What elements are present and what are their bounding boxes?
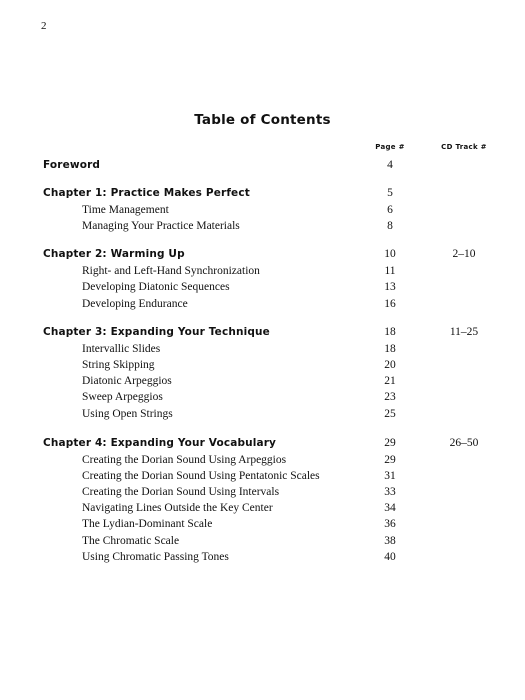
entry-label: The Chromatic Scale	[82, 535, 180, 547]
entry-page: 33	[384, 486, 396, 498]
toc-entry-chapter-1	[0, 187, 525, 205]
entry-label: Intervallic Slides	[82, 343, 161, 355]
entry-label: Chapter 3: Expanding Your Technique	[43, 326, 270, 338]
entry-track: 26–50	[449, 437, 479, 449]
entry-page: 40	[384, 551, 396, 563]
toc-entry-chapter-3	[0, 326, 525, 344]
entry-label: Creating the Dorian Sound Using Arpeggios	[82, 454, 287, 466]
toc-entry-section	[0, 408, 525, 426]
entry-page: 10	[384, 248, 396, 260]
entry-label: Diatonic Arpeggios	[82, 375, 172, 387]
toc-entry-chapter-4	[0, 437, 525, 455]
entry-page: 18	[384, 326, 396, 338]
entry-page: 25	[384, 408, 396, 420]
entry-page: 5	[387, 187, 393, 199]
entry-label: String Skipping	[82, 359, 155, 371]
toc-entry-section	[0, 220, 525, 238]
entry-label: Developing Diatonic Sequences	[82, 281, 230, 293]
entry-label: The Lydian-Dominant Scale	[82, 518, 213, 530]
toc-entry-section	[0, 391, 525, 409]
entry-page: 20	[384, 359, 396, 371]
toc-entry-section	[0, 281, 525, 299]
entry-page: 29	[384, 437, 396, 449]
toc-entry-section	[0, 518, 525, 536]
entry-page: 8	[387, 220, 393, 232]
entry-label: Chapter 1: Practice Makes Perfect	[43, 187, 250, 199]
entry-page: 21	[384, 375, 396, 387]
page-title: Table of Contents	[194, 112, 331, 128]
entry-label: Sweep Arpeggios	[82, 391, 163, 403]
entry-label: Creating the Dorian Sound Using Pentatonic Scales	[82, 470, 320, 482]
entry-label: Navigating Lines Outside the Key Center	[82, 502, 273, 514]
entry-label: Developing Endurance	[82, 298, 188, 310]
entry-page: 29	[384, 454, 396, 466]
entry-page: 34	[384, 502, 396, 514]
entry-page: 36	[384, 518, 396, 530]
toc-entry-foreword	[0, 159, 525, 177]
entry-label: Right- and Left-Hand Synchronization	[82, 265, 260, 277]
entry-page: 18	[384, 343, 396, 355]
toc-entry-section	[0, 551, 525, 569]
entry-label: Chapter 2: Warming Up	[43, 248, 185, 260]
cd-track-column-header: CD Track #	[441, 143, 487, 151]
entry-label: Managing Your Practice Materials	[82, 220, 240, 232]
entry-track: 11–25	[449, 326, 479, 338]
entry-page: 11	[384, 265, 396, 277]
toc-entry-section	[0, 298, 525, 316]
entry-label: Using Chromatic Passing Tones	[82, 551, 229, 563]
entry-page: 4	[387, 159, 393, 171]
entry-label: Foreword	[43, 159, 101, 171]
entry-page: 31	[384, 470, 396, 482]
entry-page: 6	[387, 204, 393, 216]
entry-page: 38	[384, 535, 396, 547]
entry-page: 13	[384, 281, 396, 293]
entry-label: Chapter 4: Expanding Your Vocabulary	[43, 437, 277, 449]
page-column-header: Page #	[375, 143, 405, 151]
entry-label: Creating the Dorian Sound Using Intervals	[82, 486, 280, 498]
toc-entry-chapter-2	[0, 248, 525, 266]
entry-label: Time Management	[82, 204, 169, 216]
entry-label: Using Open Strings	[82, 408, 173, 420]
entry-page: 23	[384, 391, 396, 403]
entry-track: 2–10	[452, 248, 476, 260]
page-number: 2	[41, 20, 47, 32]
entry-page: 16	[384, 298, 396, 310]
